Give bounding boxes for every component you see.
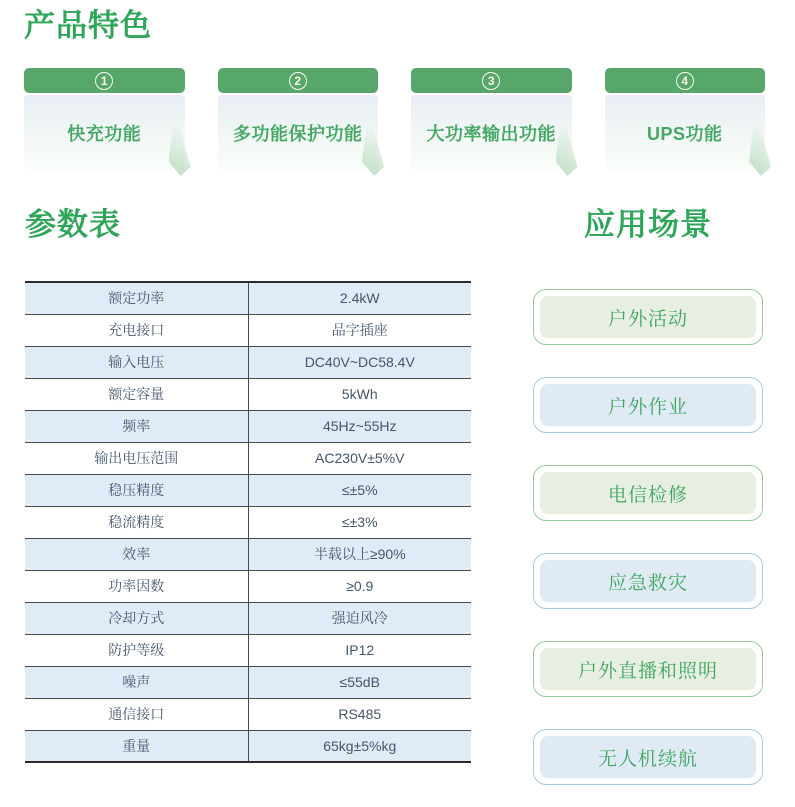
scenario-button [533, 553, 763, 609]
param-name-cell: 噪声 [25, 666, 248, 698]
table-row [25, 602, 471, 634]
feature-card-label: 多功能保护功能 [218, 95, 379, 170]
main-content [0, 207, 795, 785]
param-name-cell: 频率 [25, 410, 248, 442]
feature-card [411, 68, 572, 170]
param-name-cell: 通信接口 [25, 698, 248, 730]
param-value-cell: ≤55dB [248, 666, 471, 698]
scenario-button-label: 户外直播和照明 [540, 648, 756, 690]
param-value-cell: 半载以上≥90% [248, 538, 471, 570]
param-name-cell: 额定容量 [25, 378, 248, 410]
table-row [25, 634, 471, 666]
parameters-title: 参数表 [25, 207, 121, 242]
scenario-button-label: 电信检修 [540, 472, 756, 514]
param-name-cell: 额定功率 [25, 282, 248, 314]
scenario-button [533, 377, 763, 433]
feature-card-header [24, 68, 185, 93]
param-name-cell: 输入电压 [25, 346, 248, 378]
param-name-cell: 稳流精度 [25, 506, 248, 538]
feature-number-badge: 1 [95, 72, 113, 90]
param-value-cell: 5kWh [248, 378, 471, 410]
scenarios-section [471, 207, 795, 785]
feature-card-row [24, 68, 765, 170]
parameters-table [25, 281, 471, 763]
product-features-title: 产品特色 [24, 8, 152, 43]
feature-card [605, 68, 766, 170]
table-row [25, 346, 471, 378]
param-value-cell: ≤±3% [248, 506, 471, 538]
param-value-cell: 65kg±5%kg [323, 737, 397, 754]
table-row [25, 378, 471, 410]
param-name-cell: 充电接口 [25, 314, 248, 346]
param-name-cell: 防护等级 [25, 634, 248, 666]
scenario-button [533, 289, 763, 345]
param-name-cell: 冷却方式 [25, 602, 248, 634]
scenarios-title: 应用场景 [584, 207, 712, 242]
param-value-cell: IP12 [248, 634, 471, 666]
table-row [25, 666, 471, 698]
feature-number-badge: 3 [482, 72, 500, 90]
param-value-cell: RS485 [248, 698, 471, 730]
param-value-cell: 强迫风冷 [248, 602, 471, 634]
table-row [25, 570, 471, 602]
param-value-cell: DC40V~DC58.4V [248, 346, 471, 378]
scenario-button-label: 户外作业 [540, 384, 756, 426]
param-value-cell: ≥0.9 [248, 570, 471, 602]
feature-number-badge: 2 [289, 72, 307, 90]
parameters-section [25, 207, 471, 785]
table-row [25, 314, 471, 346]
scenario-button-label: 无人机续航 [540, 736, 756, 778]
table-row [25, 730, 471, 762]
feature-card-label: 大功率输出功能 [411, 95, 572, 170]
param-name-cell: 重量 [25, 730, 248, 762]
feature-number-badge: 4 [676, 72, 694, 90]
table-row [25, 410, 471, 442]
param-value-cell: 45Hz~55Hz [248, 410, 471, 442]
scenarios-list [533, 289, 763, 785]
table-row [25, 698, 471, 730]
feature-card [24, 68, 185, 170]
feature-card-header [411, 68, 572, 93]
table-row [25, 442, 471, 474]
scenario-button [533, 465, 763, 521]
param-name-cell: 稳压精度 [25, 474, 248, 506]
param-value-cell: 品字插座 [248, 314, 471, 346]
scenario-button-label: 应急救灾 [540, 560, 756, 602]
table-row [25, 538, 471, 570]
table-row [25, 474, 471, 506]
param-value-cell: AC230V±5%V [248, 442, 471, 474]
feature-card-header [605, 68, 766, 93]
feature-card-label: UPS功能 [605, 95, 766, 170]
table-row [25, 282, 471, 314]
param-name-cell: 效率 [25, 538, 248, 570]
param-value-cell: ≤±5% [248, 474, 471, 506]
scenario-button-label: 户外活动 [540, 296, 756, 338]
table-row [25, 506, 471, 538]
param-value-cell: 2.4kW [248, 282, 471, 314]
feature-card-header [218, 68, 379, 93]
scenario-button [533, 641, 763, 697]
param-name-cell: 输出电压范围 [25, 442, 248, 474]
scenario-button [533, 729, 763, 785]
feature-card [218, 68, 379, 170]
feature-card-label: 快充功能 [24, 95, 185, 170]
param-name-cell: 功率因数 [25, 570, 248, 602]
